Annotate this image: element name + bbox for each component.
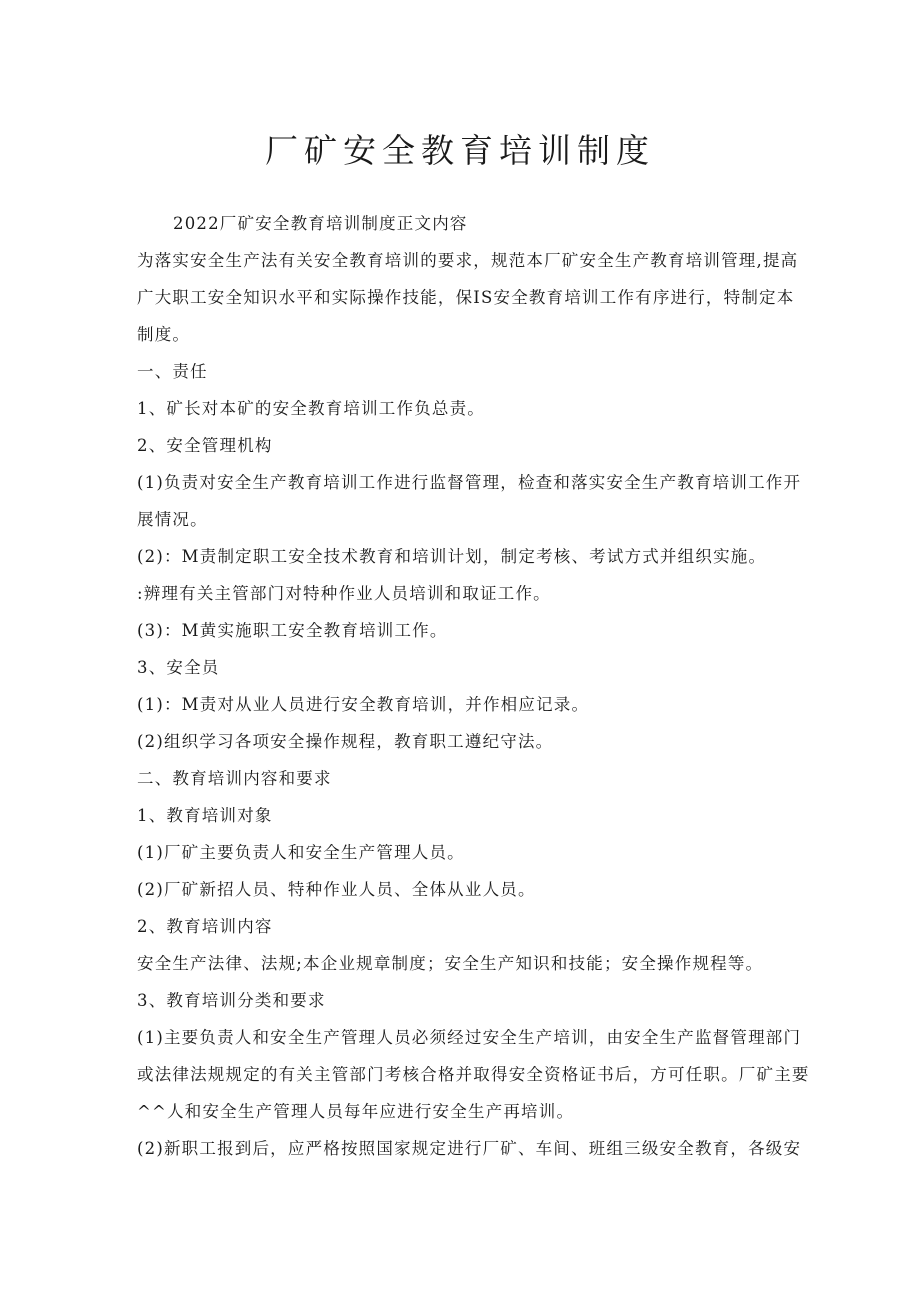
body-line: (2)组织学习各项安全操作规程，教育职工遵纪守法。 <box>137 732 554 751</box>
subsection-heading: 2、安全管理机构 <box>137 436 273 455</box>
body-line: 安全生产法律、法规;本企业规章制度；安全生产知识和技能；安全操作规程等。 <box>137 954 764 973</box>
body-line: 或法律法规规定的有关主管部门考核合格并取得安全资格证书后，方可任职。厂矿主要 <box>137 1065 810 1084</box>
body-line: (2)厂矿新招人员、特种作业人员、全体从业人员。 <box>137 880 536 899</box>
subsection-heading: 2、教育培训内容 <box>137 917 273 936</box>
section-heading: 一、责任 <box>137 362 208 381</box>
subsection-heading: 1、教育培训对象 <box>137 806 273 825</box>
section-heading: 二、教育培训内容和要求 <box>137 769 332 788</box>
body-line: (1)：M责对从业人员进行安全教育培训，并作相应记录。 <box>137 695 590 714</box>
body-line: :辨理有关主管部门对特种作业人员培训和取证工作。 <box>137 584 551 603</box>
body-line: 展情况。 <box>137 510 208 529</box>
document-title: 厂矿安全教育培训制度 <box>265 131 655 170</box>
body-line: ^^人和安全生产管理人员每年应进行安全生产再培训。 <box>137 1102 575 1121</box>
body-line: 1、矿长对本矿的安全教育培训工作负总责。 <box>137 399 485 418</box>
body-line: 广大职工安全知识水平和实际操作技能，保IS安全教育培训工作有序进行，特制定本 <box>137 288 795 307</box>
body-line: (1)厂矿主要负责人和安全生产管理人员。 <box>137 843 465 862</box>
body-line: (3)：M黄实施职工安全教育培训工作。 <box>137 621 448 640</box>
document-body <box>137 205 810 1167</box>
body-line: (1)负责对安全生产教育培训工作进行监督管理，检查和落实安全生产教育培训工作开 <box>137 473 802 492</box>
body-line: (2)新职工报到后，应严格按照国家规定进行厂矿、车间、班组三级安全教育，各级安 <box>137 1139 802 1158</box>
body-line: 制度。 <box>137 325 191 344</box>
subsection-heading: 3、安全员 <box>137 658 220 677</box>
subsection-heading: 3、教育培训分类和要求 <box>137 991 326 1010</box>
body-line: (1)主要负责人和安全生产管理人员必须经过安全生产培训，由安全生产监督管理部门 <box>137 1028 802 1047</box>
body-line: 为落实安全生产法有关安全教育培训的要求，规范本厂矿安全生产教育培训管理,提高 <box>137 251 799 270</box>
body-line: (2)：M责制定职工安全技术教育和培训计划，制定考核、考试方式并组织实施。 <box>137 547 767 566</box>
document-subtitle: 2022厂矿安全教育培训制度正文内容 <box>173 214 468 233</box>
